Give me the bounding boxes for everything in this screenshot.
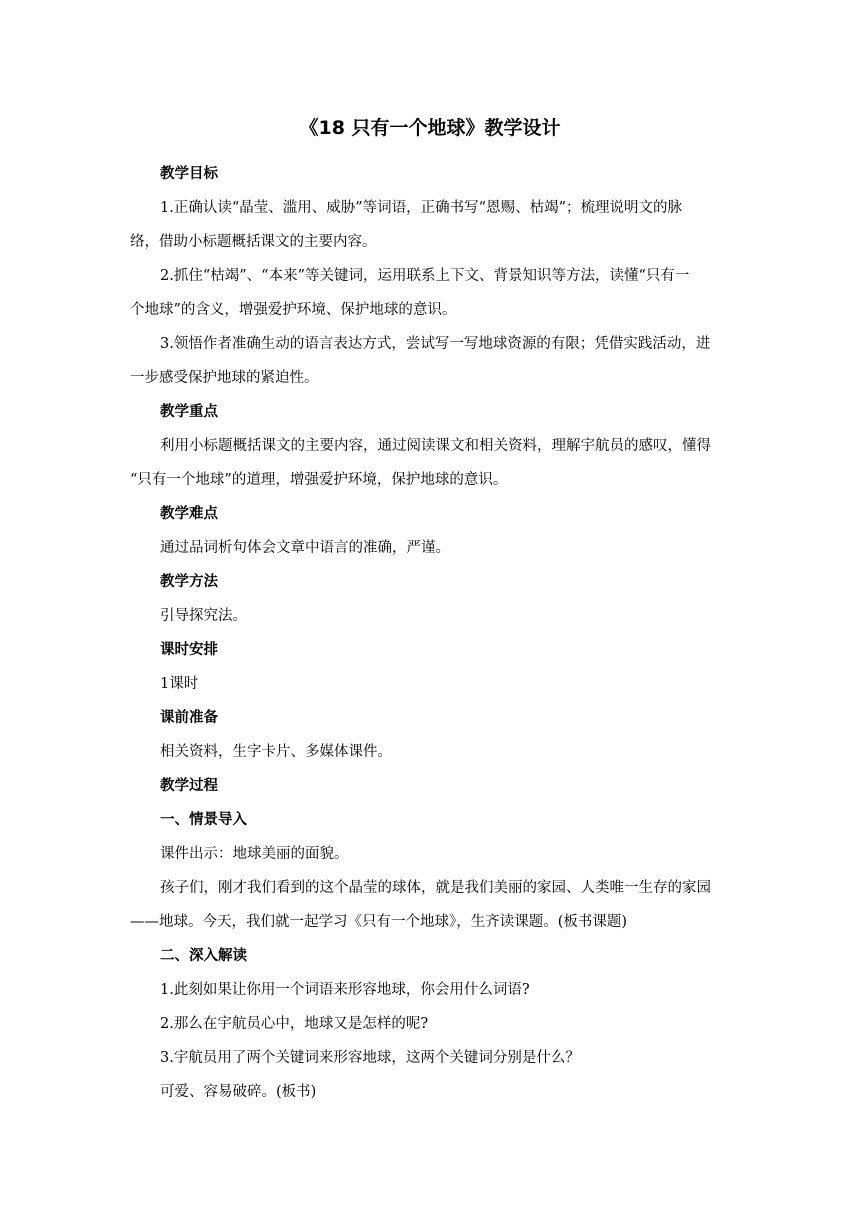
question-3-text: 3.宇航员用了两个关键词来形容地球，这两个关键词分别是什么？ <box>160 1050 580 1066</box>
goal-3-line-1: 3.领悟作者准确生动的语言表达方式，尝试写一写地球资源的有限；凭借实践活动，进 <box>160 336 711 352</box>
part-1-text-1: 课件出示：地球美丽的面貌。 <box>160 846 349 862</box>
heading-preparation: 课前准备 <box>160 710 218 726</box>
part-1-text-2-line-2: ——地球。今天，我们就一起学习《只有一个地球》，生齐读课题。(板书课题) <box>130 914 628 930</box>
document-content <box>130 113 730 1109</box>
key-points-line-1: 利用小标题概括课文的主要内容，通过阅读课文和相关资料，理解宇航员的感叹，懂得 <box>160 438 711 454</box>
part-2-question-1 <box>130 973 730 1007</box>
answer-text: 可爱、容易破碎。(板书) <box>160 1084 317 1100</box>
part-1-paragraph-1 <box>130 837 730 871</box>
key-points-paragraph <box>130 429 730 497</box>
difficulties-paragraph <box>130 531 730 565</box>
heading-teaching-process: 教学过程 <box>160 778 218 794</box>
heading-part-2: 二、深入解读 <box>160 948 247 964</box>
method-paragraph <box>130 599 730 633</box>
question-1-text: 1.此刻如果让你用一个词语来形容地球，你会用什么词语? <box>160 982 530 998</box>
preparation-text: 相关资料，生字卡片、多媒体课件。 <box>160 744 392 760</box>
heading-class-schedule: 课时安排 <box>160 642 218 658</box>
goal-2-line-2: 个地球”的含义，增强爱护环境、保护地球的意识。 <box>130 302 457 318</box>
part-2-answer <box>130 1075 730 1109</box>
goal-3-paragraph <box>130 327 730 395</box>
part-2-question-2 <box>130 1007 730 1041</box>
preparation-paragraph <box>130 735 730 769</box>
goal-1-line-1: 1.正确认读“晶莹、滥用、威胁”等词语，正确书写“恩赐、枯竭”；梳理说明文的脉 <box>160 200 682 216</box>
heading-part-1: 一、情景导入 <box>160 812 247 828</box>
goal-3-line-2: 一步感受保护地球的紧迫性。 <box>130 370 319 386</box>
goal-1-paragraph <box>130 191 730 259</box>
heading-teaching-method: 教学方法 <box>160 574 218 590</box>
goal-2-line-1: 2.抓住“枯竭”、“本来”等关键词，运用联系上下文、背景知识等方法，读懂“只有一 <box>160 268 690 284</box>
part-1-text-2-line-1: 孩子们，刚才我们看到的这个晶莹的球体，就是我们美丽的家园、人类唯一生存的家园 <box>160 880 711 896</box>
key-points-line-2: “只有一个地球”的道理，增强爱护环境，保护地球的意识。 <box>130 472 508 488</box>
schedule-paragraph <box>130 667 730 701</box>
difficulties-text: 通过品词析句体会文章中语言的准确，严谨。 <box>160 540 450 556</box>
question-2-text: 2.那么在宇航员心中，地球又是怎样的呢? <box>160 1016 429 1032</box>
schedule-text: 1课时 <box>160 676 199 692</box>
goal-1-line-2: 络，借助小标题概括课文的主要内容。 <box>130 234 377 250</box>
part-1-paragraph-2 <box>130 871 730 939</box>
heading-teaching-key-points: 教学重点 <box>160 404 218 420</box>
document-title: 《18 只有一个地球》教学设计 <box>299 117 561 139</box>
heading-teaching-difficulties: 教学难点 <box>160 506 218 522</box>
goal-2-paragraph <box>130 259 730 327</box>
method-text: 引导探究法。 <box>160 608 247 624</box>
heading-teaching-goals: 教学目标 <box>160 166 218 182</box>
part-2-question-3 <box>130 1041 730 1075</box>
